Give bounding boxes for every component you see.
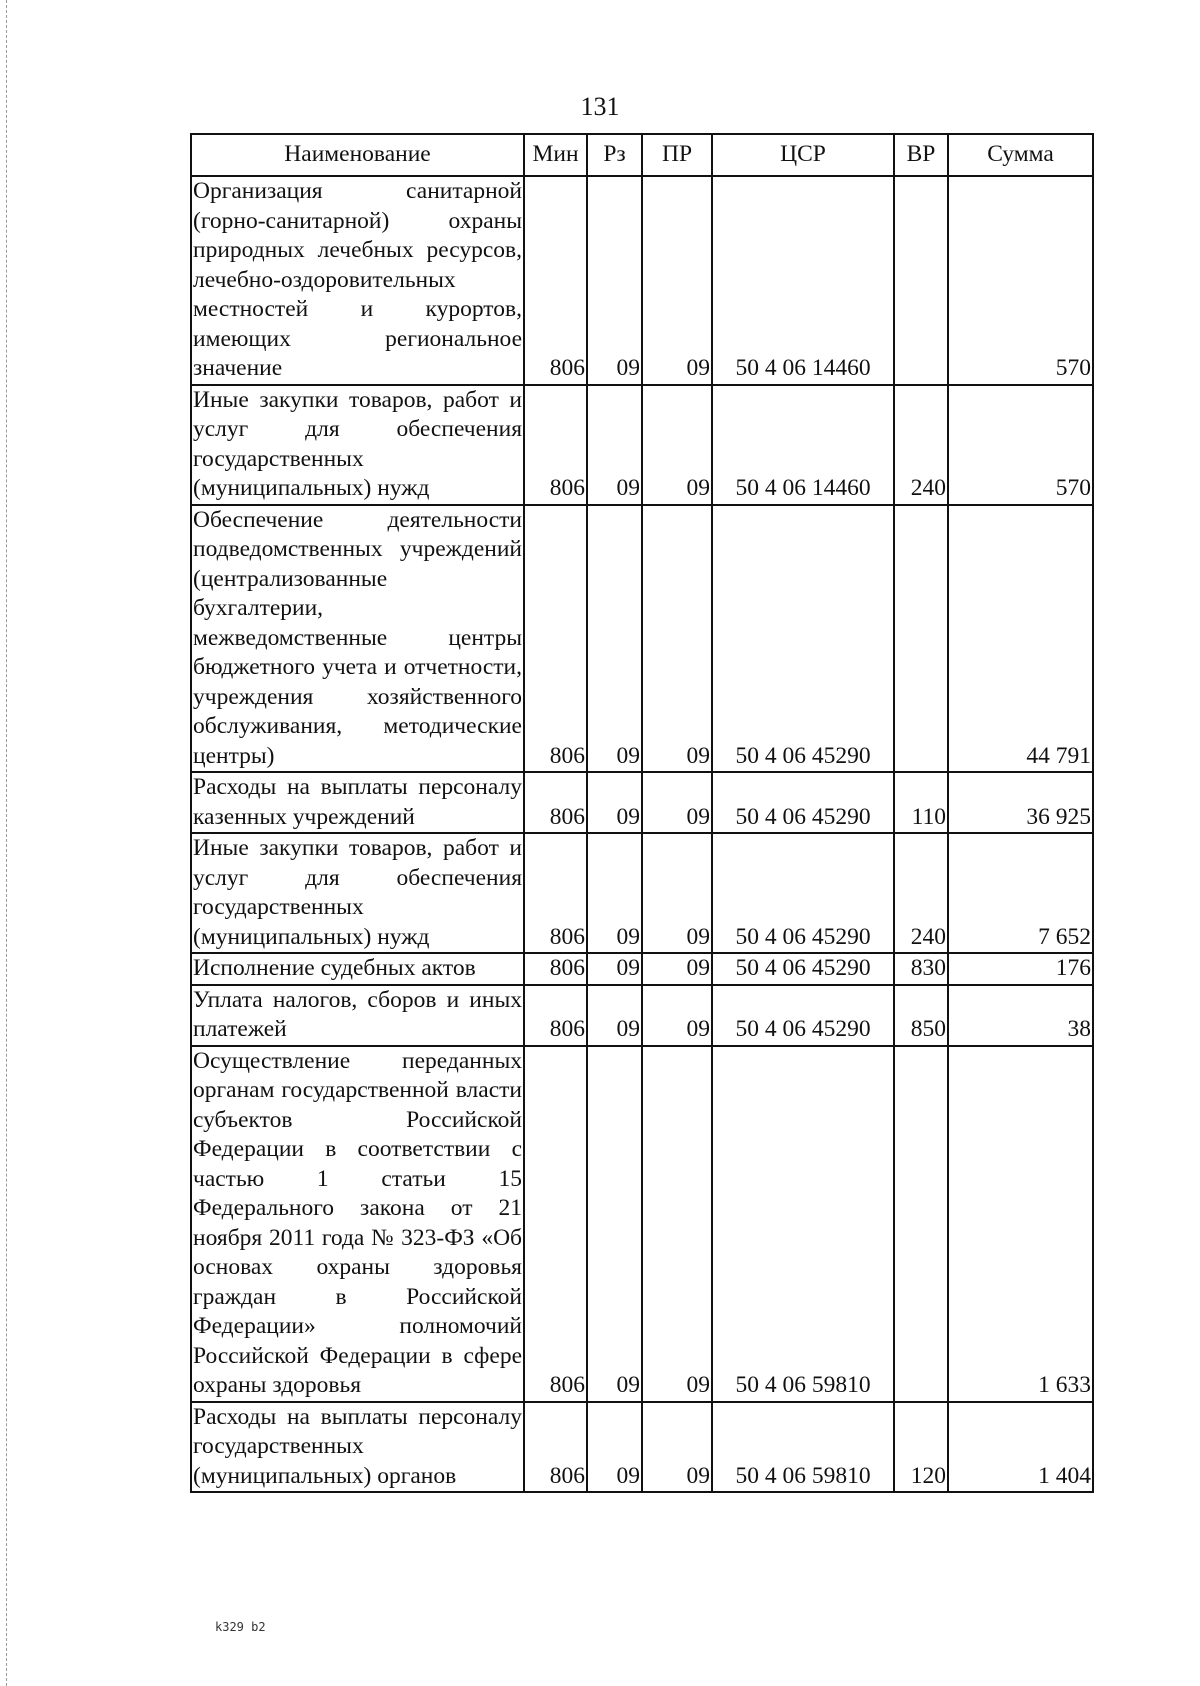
table-row xyxy=(191,1402,1093,1493)
table-row xyxy=(191,176,1093,385)
row-rz: 09 xyxy=(587,505,642,773)
row-min: 806 xyxy=(524,833,587,953)
row-name: Обеспечение деятельности подведомственных учреждений (централизованные бухгалтерии, межведомственные центры бюджетного учета и отчетности, учреждения хозяйственного обслуживания, методические центры) xyxy=(191,505,524,773)
row-min: 806 xyxy=(524,953,587,985)
row-pr: 09 xyxy=(642,985,712,1046)
row-min: 806 xyxy=(524,1046,587,1402)
table-row xyxy=(191,1046,1093,1402)
header-min: Мин xyxy=(524,134,587,176)
row-sum: 570 xyxy=(948,385,1093,505)
page-number: 131 xyxy=(580,92,620,121)
row-sum: 570 xyxy=(948,176,1093,385)
row-vr: 830 xyxy=(894,953,948,985)
row-name: Уплата налогов, сборов и иных платежей xyxy=(191,985,524,1046)
row-rz: 09 xyxy=(587,1046,642,1402)
row-vr: 110 xyxy=(894,772,948,833)
header-name: Наименование xyxy=(191,134,524,176)
row-vr xyxy=(894,176,948,385)
budget-table xyxy=(190,133,1094,1493)
header-pr: ПР xyxy=(642,134,712,176)
row-sum: 7 652 xyxy=(948,833,1093,953)
table-row xyxy=(191,505,1093,773)
row-vr: 850 xyxy=(894,985,948,1046)
row-csr: 50 4 06 14460 xyxy=(712,176,894,385)
row-pr: 09 xyxy=(642,1402,712,1493)
row-rz: 09 xyxy=(587,385,642,505)
row-rz: 09 xyxy=(587,176,642,385)
row-csr: 50 4 06 45290 xyxy=(712,505,894,773)
scan-edge-line xyxy=(6,0,7,1686)
row-rz: 09 xyxy=(587,772,642,833)
table-row xyxy=(191,833,1093,953)
row-name: Осуществление переданных органам государственной власти субъектов Российской Федерации в соответствии с частью 1 статьи 15 Федерального закона от 21 ноября 2011 года № 323-ФЗ «Об основах охраны здоровья граждан в Российской Федерации» полномочий Российской Федерации в сфере охраны здоровья xyxy=(191,1046,524,1402)
row-vr: 240 xyxy=(894,833,948,953)
row-rz: 09 xyxy=(587,985,642,1046)
row-sum: 1 633 xyxy=(948,1046,1093,1402)
header-vr: ВР xyxy=(894,134,948,176)
row-vr: 120 xyxy=(894,1402,948,1493)
row-min: 806 xyxy=(524,176,587,385)
row-pr: 09 xyxy=(642,953,712,985)
row-csr: 50 4 06 14460 xyxy=(712,385,894,505)
row-min: 806 xyxy=(524,772,587,833)
row-min: 806 xyxy=(524,505,587,773)
row-sum: 36 925 xyxy=(948,772,1093,833)
row-csr: 50 4 06 59810 xyxy=(712,1402,894,1493)
row-sum: 44 791 xyxy=(948,505,1093,773)
row-pr: 09 xyxy=(642,1046,712,1402)
row-name: Иные закупки товаров, работ и услуг для обеспечения государственных (муниципальных) нужд xyxy=(191,833,524,953)
table-row xyxy=(191,953,1093,985)
row-name: Расходы на выплаты персоналу казенных учреждений xyxy=(191,772,524,833)
row-csr: 50 4 06 45290 xyxy=(712,772,894,833)
row-vr: 240 xyxy=(894,385,948,505)
row-pr: 09 xyxy=(642,772,712,833)
table-row xyxy=(191,985,1093,1046)
row-rz: 09 xyxy=(587,953,642,985)
row-csr: 50 4 06 45290 xyxy=(712,985,894,1046)
row-pr: 09 xyxy=(642,385,712,505)
row-csr: 50 4 06 45290 xyxy=(712,953,894,985)
row-name: Расходы на выплаты персоналу государственных (муниципальных) органов xyxy=(191,1402,524,1493)
row-pr: 09 xyxy=(642,505,712,773)
row-name: Организация санитарной (горно-санитарной) охраны природных лечебных ресурсов, лечебно-оздоровительных местностей и курортов, имеющих региональное значение xyxy=(191,176,524,385)
row-sum: 176 xyxy=(948,953,1093,985)
row-name: Иные закупки товаров, работ и услуг для обеспечения государственных (муниципальных) нужд xyxy=(191,385,524,505)
row-name: Исполнение судебных актов xyxy=(191,953,524,985)
row-vr xyxy=(894,505,948,773)
row-sum: 1 404 xyxy=(948,1402,1093,1493)
row-csr: 50 4 06 45290 xyxy=(712,833,894,953)
table-row xyxy=(191,385,1093,505)
row-pr: 09 xyxy=(642,176,712,385)
row-sum: 38 xyxy=(948,985,1093,1046)
row-rz: 09 xyxy=(587,833,642,953)
row-min: 806 xyxy=(524,985,587,1046)
table-row xyxy=(191,772,1093,833)
table-header-row xyxy=(191,134,1093,176)
row-rz: 09 xyxy=(587,1402,642,1493)
footer-code: k329 b2 xyxy=(215,1620,266,1634)
header-sum: Сумма xyxy=(948,134,1093,176)
header-rz: Рз xyxy=(587,134,642,176)
row-min: 806 xyxy=(524,385,587,505)
row-pr: 09 xyxy=(642,833,712,953)
header-csr: ЦСР xyxy=(712,134,894,176)
row-csr: 50 4 06 59810 xyxy=(712,1046,894,1402)
row-vr xyxy=(894,1046,948,1402)
row-min: 806 xyxy=(524,1402,587,1493)
